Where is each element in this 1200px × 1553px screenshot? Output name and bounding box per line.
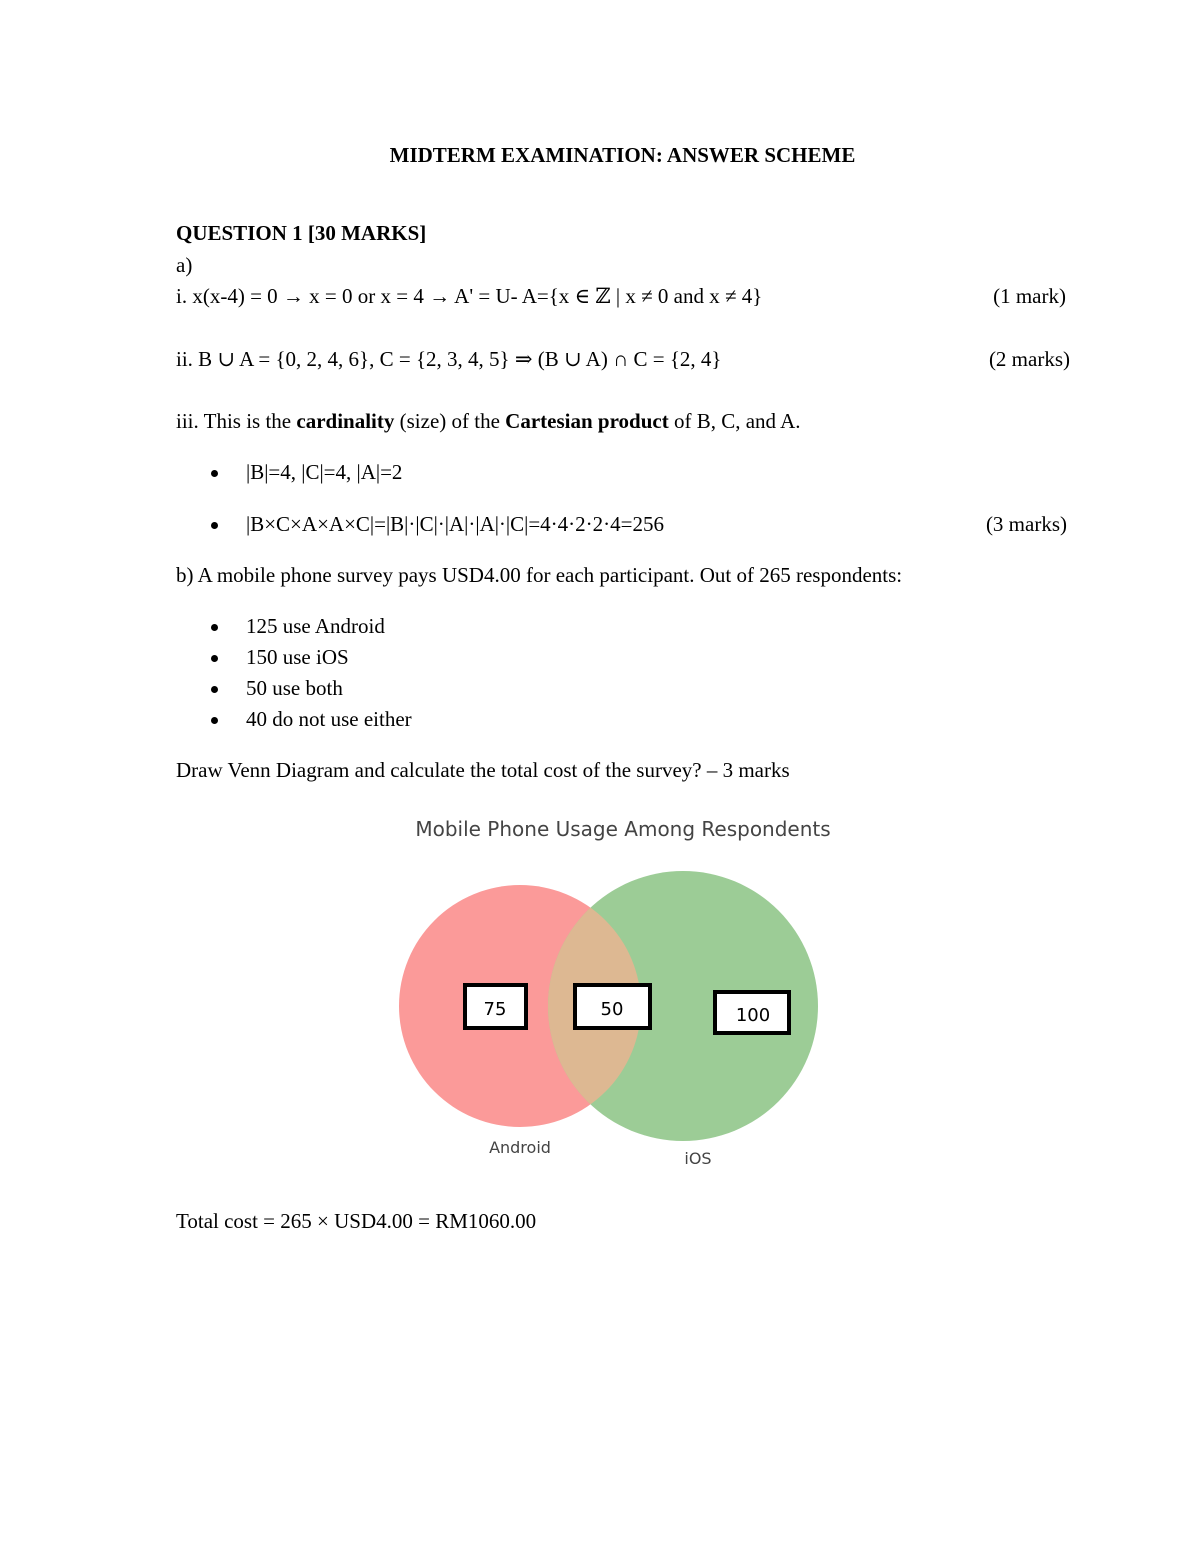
part-b-bullet-4: 40 do not use either	[246, 707, 412, 731]
item-iii-bullet-1: |B|=4, |C|=4, |A|=2	[246, 460, 403, 484]
item-ii-marks: (2 marks)	[988, 347, 1070, 371]
bullet-dot	[211, 522, 218, 529]
bullet-dot	[211, 624, 218, 631]
item-iii-marks: (3 marks)	[985, 512, 1067, 536]
item-iii-mid: (size) of the	[394, 409, 506, 433]
part-b-instruction: Draw Venn Diagram and calculate the total cost of the survey? – 3 marks	[176, 758, 790, 782]
venn-title: Mobile Phone Usage Among Respondents	[415, 817, 831, 841]
bullet-dot	[211, 686, 218, 693]
item-iii-text	[176, 409, 801, 434]
ios-label: iOS	[684, 1149, 712, 1168]
part-a-label: a)	[176, 253, 193, 277]
item-iii-bold-cartesian: Cartesian product	[505, 409, 669, 433]
page-title: MIDTERM EXAMINATION: ANSWER SCHEME	[389, 143, 856, 167]
total-cost: Total cost = 265 × USD4.00 = RM1060.00	[176, 1209, 537, 1233]
item-iii-prefix: iii. This is the	[176, 409, 297, 433]
part-b-bullet-1: 125 use Android	[246, 614, 385, 638]
android-label: Android	[489, 1138, 551, 1157]
part-b-bullet-3: 50 use both	[246, 676, 343, 700]
item-iii-suffix: of B, C, and A.	[668, 409, 801, 433]
android-only-count: 75	[483, 999, 507, 1020]
part-b-intro: b) A mobile phone survey pays USD4.00 for each participant. Out of 265 respondents:	[176, 563, 903, 587]
item-i-marks: (1 mark)	[993, 284, 1066, 308]
bullet-dot	[211, 655, 218, 662]
item-iii-bold-cardinality: cardinality	[296, 409, 395, 433]
item-iii-bullet-2: |B×C×A×A×C|=|B|·|C|·|A|·|A|·|C|=4·4·2·2·4=256	[246, 512, 665, 536]
ios-only-count: 100	[735, 1005, 771, 1026]
part-b-bullet-2: 150 use iOS	[246, 645, 349, 669]
venn-diagram	[380, 808, 860, 1178]
item-i-text: i. x(x-4) = 0 → x = 0 or x = 4 → A' = U- A={x ∈ ℤ | x ≠ 0 and x ≠ 4}	[176, 284, 763, 308]
question-heading: QUESTION 1 [30 MARKS]	[176, 221, 427, 245]
bullet-dot	[211, 717, 218, 724]
item-ii-text: ii. B ∪ A = {0, 2, 4, 6}, C = {2, 3, 4, 5} ⇒ (B ∪ A) ∩ C = {2, 4}	[176, 347, 722, 371]
both-count: 50	[600, 999, 624, 1020]
bullet-dot	[211, 470, 218, 477]
